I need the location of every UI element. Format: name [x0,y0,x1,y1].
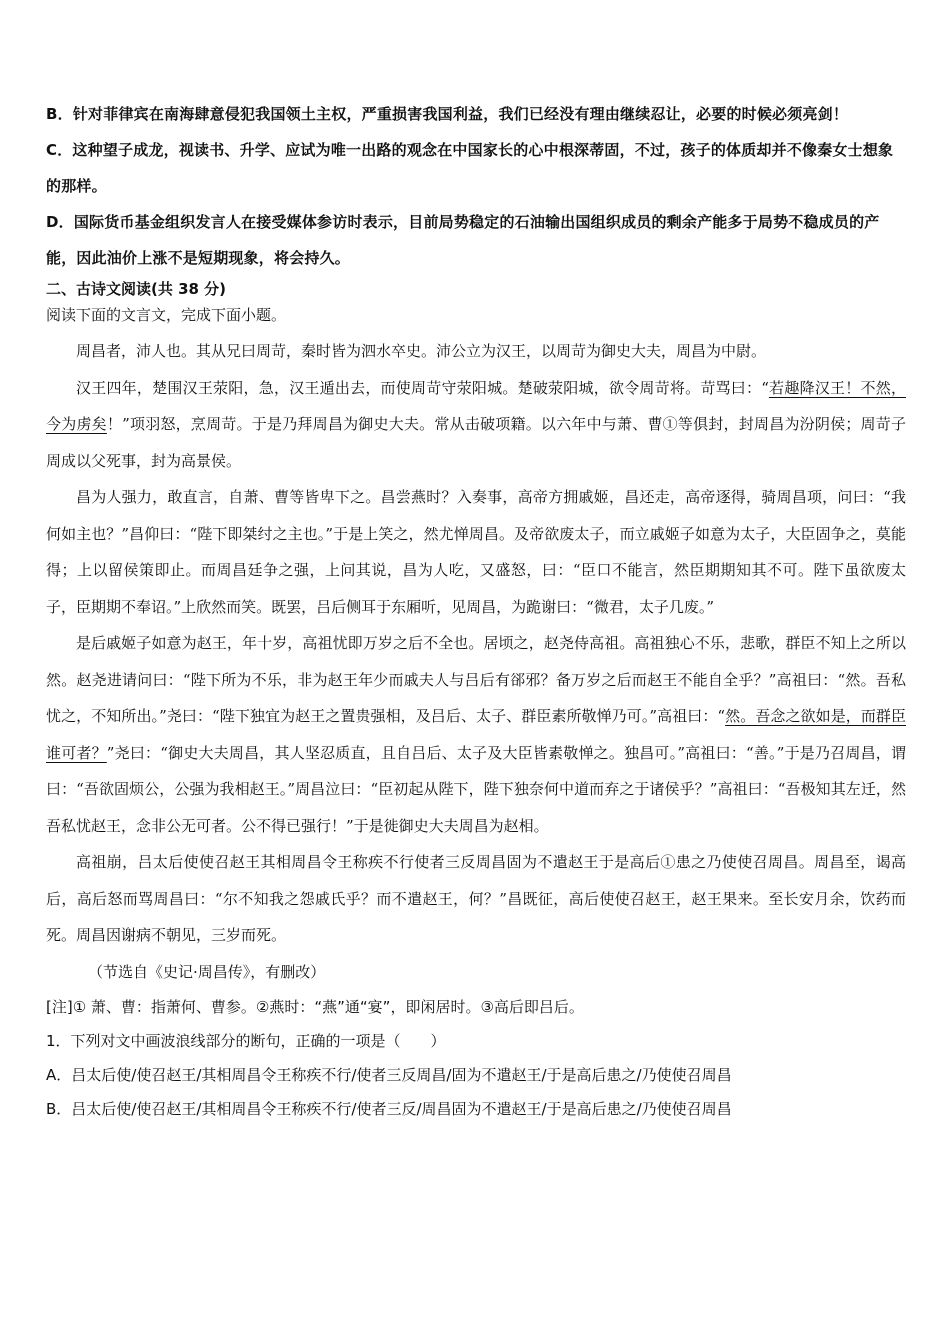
question-1: 1．下列对文中画波浪线部分的断句，正确的一项是（ ） [46,1031,446,1050]
passage-paragraph-4: 是后戚姬子如意为赵王，年十岁，高祖忧即万岁之后不全也。居顷之，赵尧侍高祖。高祖独心不乐，悲歌，群臣不知上之所以然。赵尧进请问曰：“陛下所为不乐，非为赵王年少而戚夫人与吕后有郤邪？备万岁之后而赵王不能自全乎？”高祖曰：“然。吾私忧之，不知所出。”尧曰：“陛下独宜为赵王之置贵强相，及吕后、太子、群臣素所敬惮乃可。”高祖曰：“然。吾念之欲如是，而群臣谁可者？”尧曰：“御史大夫周昌，其人坚忍质直，且自吕后、太子及大臣皆素敬惮之。独昌可。”高祖曰：“善。”于是乃召周昌，谓曰：“吾欲固烦公，公强为我相赵王。”周昌泣曰：“臣初起从陛下，陛下独奈何中道而弃之于诸侯乎？”高祖曰：“吾极知其左迁，然吾私忧赵王，念非公无可者。公不得已强行！”于是徙御史大夫周昌为赵相。 [46,634,906,835]
passage-paragraph-5: 高祖崩，吕太后使使召赵王其相周昌令王称疾不行使者三反周昌固为不遣赵王于是高后①患之乃使使召周昌。周昌至，谒高后，高后怒而骂周昌曰：“尔不知我之怨戚氏乎？而不遣赵王，何？”昌既征，高后使使召赵王，赵王果来。至长安月余，饮药而死。周昌因谢病不朝见，三岁而死。 [46,853,906,944]
answer-option-a: A．吕太后使/使召赵王/其相周昌令王称疾不行/使者三反周昌/固为不遣赵王/于是高后患之/乃使使召周昌 [46,1065,732,1084]
option-c-prev: C．这种望子成龙，视读书、升学、应试为唯一出路的观念在中国家长的心中根深蒂固，不过，孩子的体质却并不像秦女士想象的那样。 [46,141,894,195]
wavy-underline-text: 然。吾念之欲如是，而群臣谁可者？ [46,707,906,762]
footnote: [注]① 萧、曹：指萧何、曹参。②燕时：“燕”通“宴”，即闲居时。③高后即吕后。 [46,997,584,1016]
section-title: 二、古诗文阅读(共 38 分) [46,280,227,298]
wavy-underline-text: 若趣降汉王！不然，今为虏矣 [46,378,906,433]
option-b-prev: B．针对菲律宾在南海肆意侵犯我国领土主权，严重损害我国利益，我们已经没有理由继续忍让，必要的时候必须亮剑！ [46,105,849,123]
document-page [46,96,906,1126]
option-d-prev: D．国际货币基金组织发言人在接受媒体参访时表示，目前局势稳定的石油输出国组织成员的剩余产能多于局势不稳成员的产能，因此油价上涨不是短期现象，将会持久。 [46,213,880,267]
passage-paragraph-2: 汉王四年，楚围汉王荥阳，急，汉王遁出去，而使周苛守荥阳城。楚破荥阳城，欲令周苛将。苛骂曰：“若趣降汉王！不然，今为虏矣！”项羽怒，烹周苛。于是乃拜周昌为御史大夫。常从击破项籍。以六年中与萧、曹①等俱封，封周昌为汾阴侯；周苛子周成以父死事，封为高景侯。 [46,378,906,470]
passage-source: （节选自《史记·周昌传》，有删改） [88,962,326,981]
answer-option-b: B．吕太后使/使召赵王/其相周昌令王称疾不行/使者三反/周昌固为不遣赵王/于是高后患之/乃使使召周昌 [46,1099,732,1118]
passage-paragraph-1: 周昌者，沛人也。其从兄曰周苛，秦时皆为泗水卒史。沛公立为汉王，以周苛为御史大夫，周昌为中尉。 [76,342,767,360]
passage-paragraph-3: 昌为人强力，敢直言，自萧、曹等皆卑下之。昌尝燕时？入奏事，高帝方拥戚姬，昌还走，高帝逐得，骑周昌项，问曰：“我何如主也？”昌仰曰：“陛下即桀纣之主也。”于是上笑之，然尤惮周昌。及帝欲废太子，而立戚姬子如意为太子，大臣固争之，莫能得；上以留侯策即止。而周昌廷争之强，上问其说，昌为人吃，又盛怒，曰：“臣口不能言，然臣期期知其不可。陛下虽欲废太子，臣期期不奉诏。”上欣然而笑。既罢，吕后侧耳于东厢听，见周昌，为跪谢曰：“微君，太子几废。” [46,488,906,616]
section-instruction: 阅读下面的文言文，完成下面小题。 [46,306,287,324]
